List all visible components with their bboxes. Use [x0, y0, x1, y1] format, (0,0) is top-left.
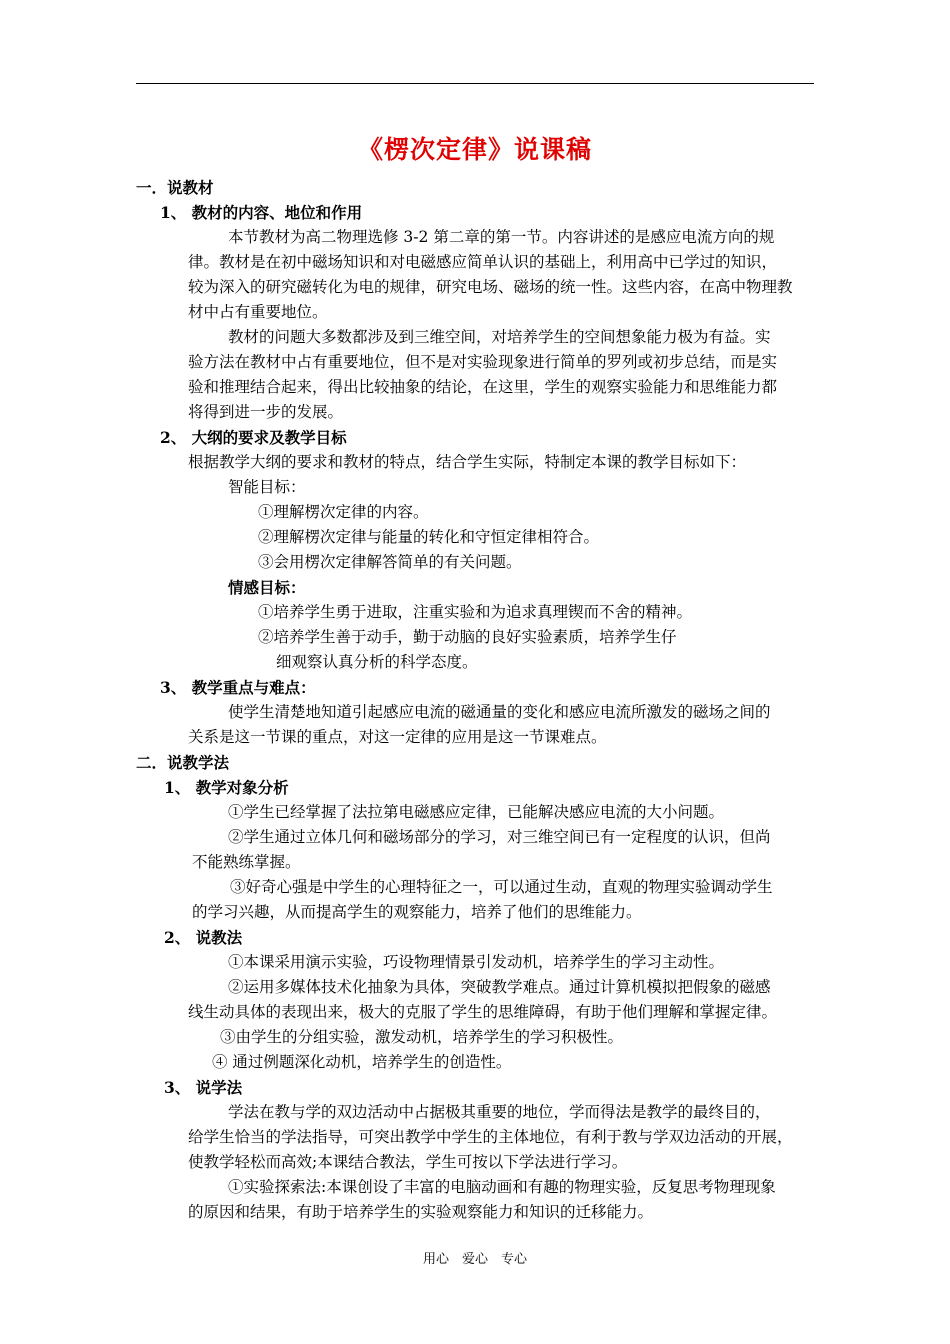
subsection-heading: 3、 说学法 — [164, 1078, 243, 1097]
paragraph-line: 的原因和结果，有助于培养学生的实验观察能力和知识的迁移能力。 — [188, 1203, 654, 1221]
list-item: ②理解楞次定律与能量的转化和守恒定律相符合。 — [258, 528, 600, 546]
list-item: 的学习兴趣，从而提高学生的观察能力，培养了他们的思维能力。 — [192, 903, 642, 921]
header-rule — [136, 83, 814, 84]
paragraph-line: 验方法在教材中占有重要地位，但不是对实验现象进行简单的罗列或初步总结，而是实 — [188, 353, 778, 371]
paragraph-line: 根据教学大纲的要求和教材的特点，结合学生实际，特制定本课的教学目标如下： — [188, 453, 747, 471]
section-heading: 一．说教材 — [136, 178, 214, 197]
list-item: ②学生通过立体几何和磁场部分的学习，对三维空间已有一定程度的认识，但尚 — [228, 828, 771, 846]
paragraph-line: 将得到进一步的发展。 — [188, 403, 344, 421]
subsection-heading: 2、 大纲的要求及教学目标 — [160, 428, 347, 447]
list-item: ②培养学生善于动手，勤于动脑的良好实验素质，培养学生仔 — [258, 628, 677, 646]
paragraph-line: 较为深入的研究磁转化为电的规律，研究电场、磁场的统一性。这些内容，在高中物理教 — [188, 278, 793, 296]
list-item: ①理解楞次定律的内容。 — [258, 503, 429, 521]
page-title: 《楞次定律》说课稿 — [357, 135, 592, 164]
list-item: ②运用多媒体技术化抽象为具体，突破教学难点。通过计算机模拟把假象的磁感 — [228, 978, 771, 996]
list-item: 不能熟练掌握。 — [192, 853, 301, 871]
paragraph-line: 关系是这一节课的重点，对这一定律的应用是这一节课难点。 — [188, 728, 607, 746]
paragraph-line: 使教学轻松而高效;本课结合教法，学生可按以下学法进行学习。 — [188, 1153, 628, 1171]
list-item: ①培养学生勇于进取，注重实验和为追求真理锲而不舍的精神。 — [258, 603, 693, 621]
paragraph-line: 材中占有重要地位。 — [188, 303, 328, 321]
paragraph-line: 给学生恰当的学法指导，可突出教学中学生的主体地位，有利于教与学双边活动的开展， — [188, 1128, 793, 1146]
list-item: ③好奇心强是中学生的心理特征之一，可以通过生动，直观的物理实验调动学生 — [230, 878, 773, 896]
list-label: 智能目标： — [228, 478, 306, 496]
list-item: ①本课采用演示实验，巧设物理情景引发动机，培养学生的学习主动性。 — [228, 953, 725, 971]
subsection-heading: 1、 教材的内容、地位和作用 — [160, 203, 363, 222]
paragraph-line: 律。教材是在初中磁场知识和对电磁感应简单认识的基础上，利用高中已学过的知识， — [188, 253, 778, 271]
section-heading: 二．说教学法 — [136, 753, 230, 772]
subsection-heading: 2、 说教法 — [164, 928, 243, 947]
paragraph-line: 验和推理结合起来，得出比较抽象的结论，在这里，学生的观察实验能力和思维能力都 — [188, 378, 778, 396]
list-item: 线生动具体的表现出来，极大的克服了学生的思维障碍，有助于他们理解和掌握定律。 — [188, 1003, 778, 1021]
subsection-heading: 1、 教学对象分析 — [164, 778, 289, 797]
list-item: ③会用楞次定律解答简单的有关问题。 — [258, 553, 522, 571]
paragraph-line: 学法在教与学的双边活动中占据极其重要的地位，学而得法是教学的最终目的， — [228, 1103, 771, 1121]
list-item: ①学生已经掌握了法拉第电磁感应定律，已能解决感应电流的大小问题。 — [228, 803, 725, 821]
subsection-heading: 3、 教学重点与难点： — [160, 678, 316, 697]
list-label: 情感目标： — [228, 578, 306, 597]
paragraph-line: 教材的问题大多数都涉及到三维空间，对培养学生的空间想象能力极为有益。实 — [228, 328, 771, 346]
list-item: ④ 通过例题深化动机，培养学生的创造性。 — [212, 1053, 512, 1071]
paragraph-line: 本节教材为高二物理选修 3-2 第二章的第一节。内容讲述的是感应电流方向的规 — [228, 228, 775, 246]
list-item: 细观察认真分析的科学态度。 — [276, 653, 478, 671]
paragraph-line: 使学生清楚地知道引起感应电流的磁通量的变化和感应电流所激发的磁场之间的 — [228, 703, 771, 721]
page-footer: 用心 爱心 专心 — [422, 1252, 527, 1267]
paragraph-line: ①实验探索法:本课创设了丰富的电脑动画和有趣的物理实验，反复思考物理现象 — [228, 1178, 776, 1196]
list-item: ③由学生的分组实验，激发动机，培养学生的学习积极性。 — [220, 1028, 624, 1046]
